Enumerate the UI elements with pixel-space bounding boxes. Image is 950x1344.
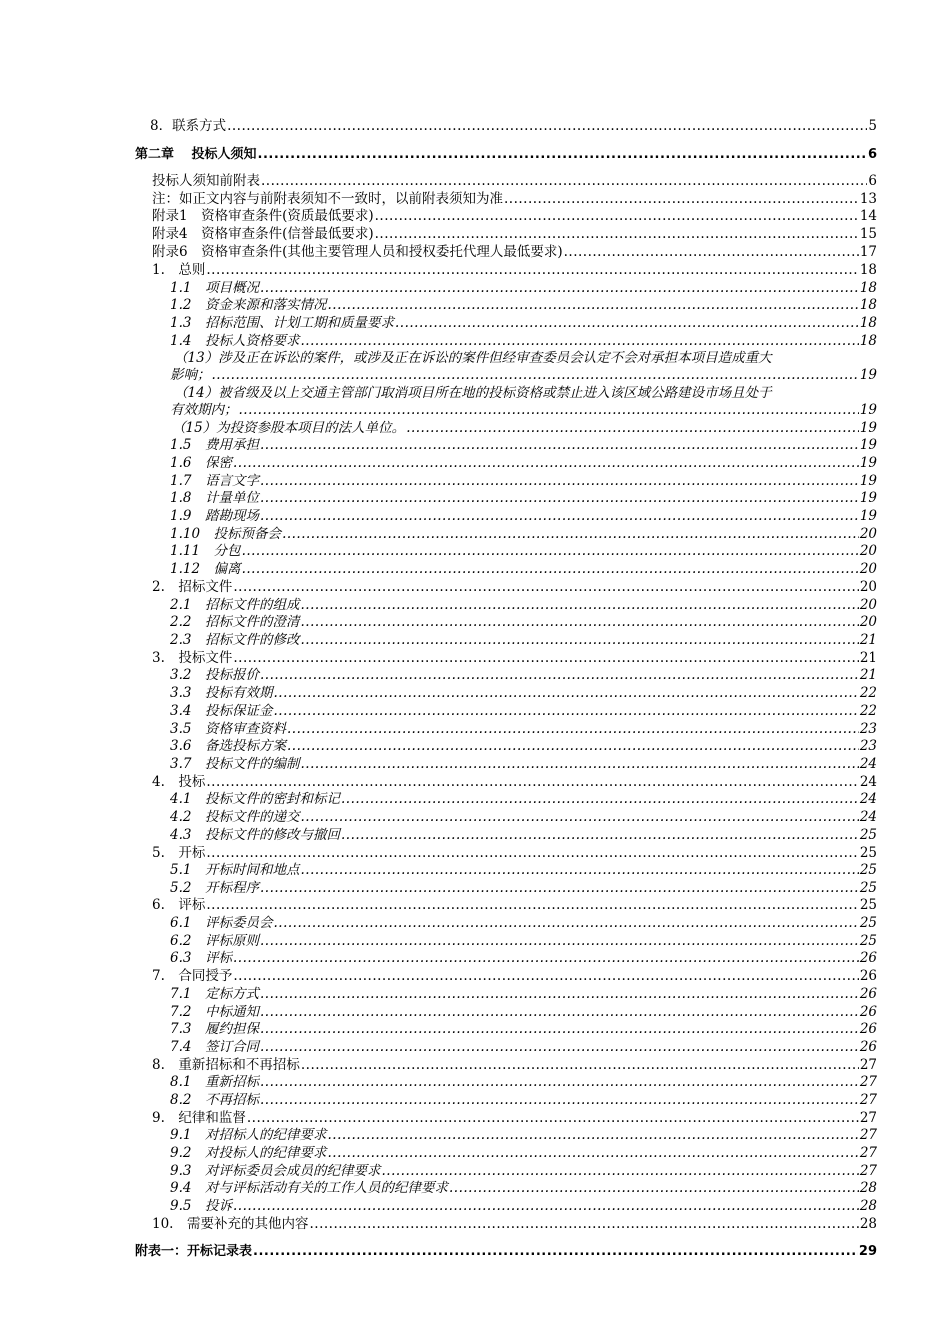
toc-entry-label: 9.1 对招标人的纪律要求	[170, 1127, 327, 1143]
toc-entry-label: 8.2 不再招标	[170, 1092, 259, 1108]
toc-leader-dots	[260, 667, 859, 684]
toc-entry-label: 4.1 投标文件的密封和标记	[170, 791, 340, 807]
toc-chapter-entry[interactable]	[135, 146, 877, 163]
toc-entry[interactable]	[170, 809, 877, 826]
toc-page-number: 23	[859, 721, 877, 737]
toc-leader-dots	[309, 1216, 858, 1233]
toc-page-number: 20	[859, 614, 877, 630]
toc-leader-dots	[300, 862, 858, 879]
toc-leader-dots	[260, 1092, 859, 1109]
toc-entry[interactable]	[172, 420, 877, 437]
toc-leader-dots	[300, 632, 858, 649]
toc-page-number: 26	[859, 950, 877, 966]
toc-entry-label: 8. 重新招标和不再招标	[152, 1057, 300, 1073]
toc-entry-label: 3.7 投标文件的编制	[170, 756, 300, 772]
toc-entry[interactable]	[170, 297, 877, 314]
toc-leader-dots	[273, 703, 858, 720]
toc-entry[interactable]	[152, 173, 877, 190]
toc-entry[interactable]	[170, 1145, 877, 1162]
toc-page-number: 24	[859, 774, 877, 790]
toc-entry-label: 1.11 分包	[170, 543, 241, 559]
toc-entry-label: 附录4 资格审查条件(信誉最低要求)	[152, 226, 374, 242]
toc-entry[interactable]	[150, 118, 877, 135]
toc-entry-label: 3.4 投标保证金	[170, 703, 273, 719]
toc-page-number: 18	[859, 297, 877, 313]
toc-leader-dots	[449, 1180, 859, 1197]
toc-entry-label: 有效期内；	[170, 402, 238, 418]
toc-entry[interactable]	[170, 667, 877, 684]
toc-leader-dots	[206, 262, 858, 279]
toc-leader-dots	[341, 791, 859, 808]
toc-entry[interactable]	[170, 1198, 877, 1215]
toc-page-number: 27	[859, 1057, 877, 1073]
toc-page-number: 28	[859, 1216, 877, 1232]
toc-entry-label: 附表一：开标记录表	[135, 1244, 253, 1259]
toc-page-number: 19	[859, 402, 877, 418]
toc-entry[interactable]	[170, 933, 877, 950]
toc-leader-dots	[233, 1198, 859, 1215]
toc-page-number: 27	[859, 1163, 877, 1179]
toc-page-number: 15	[859, 226, 877, 242]
toc-entry[interactable]	[152, 579, 877, 596]
toc-page-number: 20	[859, 597, 877, 613]
toc-entry-label: 1.7 语言文字	[170, 473, 259, 489]
toc-leader-dots	[300, 333, 858, 350]
toc-entry[interactable]	[152, 774, 877, 791]
toc-leader-dots	[233, 650, 858, 667]
toc-entry[interactable]	[170, 756, 877, 773]
toc-page-number: 28	[859, 1180, 877, 1196]
toc-entry[interactable]	[152, 650, 877, 667]
toc-entry[interactable]	[170, 367, 877, 384]
toc-entry-label: 5.1 开标时间和地点	[170, 862, 300, 878]
toc-page-number: 25	[859, 880, 877, 896]
toc-page-number: 21	[859, 667, 877, 683]
toc-entry-label: 1.3 招标范围、计划工期和质量要求	[170, 315, 394, 331]
toc-entry-label: 影响；	[170, 367, 211, 383]
toc-entry-label: 2.3 招标文件的修改	[170, 632, 300, 648]
toc-entry[interactable]	[170, 1127, 877, 1144]
toc-leader-dots	[258, 146, 867, 163]
toc-leader-dots	[260, 1004, 859, 1021]
toc-leader-dots	[273, 915, 858, 932]
toc-page-number: 24	[859, 791, 877, 807]
toc-entry[interactable]	[170, 880, 877, 897]
toc-entry[interactable]	[152, 897, 877, 914]
toc-entry[interactable]	[170, 1180, 877, 1197]
toc-leader-dots	[564, 244, 859, 261]
toc-leader-dots	[300, 809, 858, 826]
toc-entry[interactable]	[170, 526, 877, 543]
toc-leader-dots	[504, 191, 859, 208]
toc-entry[interactable]	[170, 543, 877, 560]
toc-entry-label: 4. 投标	[152, 774, 206, 790]
toc-entry-label: 1.5 费用承担	[170, 437, 259, 453]
toc-entry[interactable]	[152, 262, 877, 279]
toc-page-number: 25	[859, 827, 877, 843]
toc-page-number: 19	[859, 367, 877, 383]
toc-entry[interactable]	[170, 862, 877, 879]
toc-entry-label: 投标人须知前附表	[152, 173, 260, 189]
toc-page-number: 18	[859, 280, 877, 296]
toc-entry[interactable]	[170, 490, 877, 507]
toc-entry[interactable]	[170, 632, 877, 649]
toc-entry[interactable]	[170, 561, 877, 578]
toc-leader-dots	[327, 1127, 858, 1144]
toc-entry[interactable]	[170, 1163, 877, 1180]
toc-entry-label: 3.5 资格审查资料	[170, 721, 286, 737]
toc-leader-dots	[327, 1145, 858, 1162]
toc-entry[interactable]	[170, 703, 877, 720]
toc-page-number: 26	[859, 1021, 877, 1037]
toc-page-number: 19	[859, 420, 877, 436]
toc-leader-dots	[287, 738, 859, 755]
toc-leader-dots	[212, 367, 859, 384]
toc-page-number: 25	[859, 845, 877, 861]
toc-entry-label: 附录6 资格审查条件(其他主要管理人员和授权委托代理人最低要求)	[152, 244, 563, 260]
toc-entry[interactable]	[170, 280, 877, 297]
toc-leader-dots	[301, 1057, 859, 1074]
toc-entry[interactable]	[170, 738, 877, 755]
toc-page-number: 18	[859, 315, 877, 331]
toc-entry[interactable]	[152, 226, 877, 243]
toc-leader-dots	[253, 1243, 858, 1260]
toc-leader-dots	[260, 508, 859, 525]
toc-entry-label: 9.3 对评标委员会成员的纪律要求	[170, 1163, 381, 1179]
toc-page-number: 26	[859, 1004, 877, 1020]
toc-page-number: 21	[859, 632, 877, 648]
toc-leader-dots	[375, 208, 859, 225]
toc-page-number: 27	[859, 1110, 877, 1126]
toc-entry-label: 1. 总则	[152, 262, 206, 278]
toc-leader-dots	[247, 1110, 859, 1127]
toc-leader-dots	[242, 561, 859, 578]
toc-page-number: 6	[867, 147, 877, 162]
toc-entry[interactable]	[152, 1057, 877, 1074]
toc-leader-dots	[227, 118, 867, 135]
toc-page-number: 14	[859, 208, 877, 224]
toc-entry-label: 1.9 踏勘现场	[170, 508, 259, 524]
toc-leader-dots	[300, 614, 858, 631]
toc-page-number: 19	[859, 490, 877, 506]
toc-entry[interactable]	[152, 845, 877, 862]
toc-leader-dots	[260, 986, 859, 1003]
toc-leader-dots	[260, 1039, 859, 1056]
toc-page-number: 27	[859, 1092, 877, 1108]
toc-entry-label: 注：如正文内容与前附表须知不一致时，以前附表须知为准	[152, 191, 503, 207]
toc-entry[interactable]	[170, 455, 877, 472]
toc-entry-text: （13）涉及正在诉讼的案件，或涉及正在诉讼的案件但经审查委员会认定不会对承担本项目造成重大	[174, 350, 772, 366]
toc-page-number: 25	[859, 862, 877, 878]
toc-entry-text: （14）被省级及以上交通主管部门取消项目所在地的投标资格或禁止进入该区域公路建设市场且处于	[174, 385, 772, 401]
toc-page-number: 26	[859, 968, 877, 984]
toc-page-number: 27	[859, 1127, 877, 1143]
toc-entry-label: 1.4 投标人资格要求	[170, 333, 300, 349]
toc-page-number: 20	[859, 543, 877, 559]
toc-leader-dots	[381, 1163, 858, 1180]
toc-leader-dots	[233, 968, 858, 985]
toc-page-number: 26	[859, 1039, 877, 1055]
toc-leader-dots	[233, 950, 859, 967]
toc-page-number: 20	[859, 526, 877, 542]
toc-entry[interactable]	[170, 915, 877, 932]
toc-leader-dots	[300, 597, 858, 614]
toc-entry[interactable]	[170, 950, 877, 967]
toc-entry-label: 7. 合同授予	[152, 968, 233, 984]
toc-entry[interactable]	[170, 597, 877, 614]
toc-page-number: 22	[859, 685, 877, 701]
toc-page-number: 24	[859, 756, 877, 772]
toc-entry[interactable]	[170, 437, 877, 454]
toc-page-number: 23	[859, 738, 877, 754]
toc-entry[interactable]	[170, 1004, 877, 1021]
toc-entry-label: 8.1 重新招标	[170, 1074, 259, 1090]
toc-entry[interactable]	[152, 1216, 877, 1233]
toc-entry[interactable]	[170, 333, 877, 350]
toc-entry-label: 8．联系方式	[150, 118, 227, 134]
toc-entry[interactable]	[170, 1092, 877, 1109]
toc-leader-dots	[260, 1074, 859, 1091]
toc-entry[interactable]	[170, 508, 877, 525]
toc-entry-label: 9.2 对投标人的纪律要求	[170, 1145, 327, 1161]
toc-entry[interactable]	[170, 315, 877, 332]
toc-entry[interactable]	[170, 685, 877, 702]
toc-entry-label: 第二章 投标人须知	[135, 147, 257, 162]
toc-leader-dots	[341, 827, 859, 844]
toc-entry-label: 2.2 招标文件的澄清	[170, 614, 300, 630]
toc-leader-dots	[260, 1021, 859, 1038]
toc-chapter-entry[interactable]	[135, 1243, 877, 1260]
toc-entry[interactable]	[152, 191, 877, 208]
toc-entry[interactable]	[170, 1074, 877, 1091]
toc-page-number: 19	[859, 455, 877, 471]
toc-entry-label: 7.4 签订合同	[170, 1039, 259, 1055]
toc-page-number: 18	[859, 333, 877, 349]
toc-entry-label: 5.2 开标程序	[170, 880, 259, 896]
toc-entry-label: （15）为投资参股本项目的法人单位。	[172, 420, 406, 436]
toc-leader-dots	[260, 880, 859, 897]
toc-entry-label: 9. 纪律和监督	[152, 1110, 246, 1126]
toc-entry-label: 1.6 保密	[170, 455, 232, 471]
toc-leader-dots	[233, 455, 859, 472]
toc-page-number: 27	[859, 1074, 877, 1090]
toc-leader-dots	[375, 226, 859, 243]
toc-entry[interactable]	[152, 208, 877, 225]
toc-entry-label: 7.1 定标方式	[170, 986, 259, 1002]
toc-leader-dots	[239, 402, 859, 419]
toc-entry[interactable]	[170, 791, 877, 808]
toc-entry-label: 3.3 投标有效期	[170, 685, 273, 701]
toc-page-number: 27	[859, 1145, 877, 1161]
toc-leader-dots	[300, 756, 858, 773]
toc-leader-dots	[327, 297, 858, 314]
toc-page-number: 19	[859, 473, 877, 489]
toc-entry[interactable]	[152, 968, 877, 985]
toc-page-number: 24	[859, 809, 877, 825]
toc-entry-label: 7.2 中标通知	[170, 1004, 259, 1020]
toc-entry[interactable]	[170, 721, 877, 738]
toc-page-number: 22	[859, 703, 877, 719]
toc-page-number: 25	[859, 897, 877, 913]
toc-entry[interactable]	[170, 827, 877, 844]
toc-leader-dots	[260, 473, 859, 490]
toc-page-number: 13	[859, 191, 877, 207]
toc-page-number: 19	[859, 437, 877, 453]
toc-entry[interactable]	[170, 614, 877, 631]
toc-page-number: 19	[859, 508, 877, 524]
toc-entry-label: 5. 开标	[152, 845, 206, 861]
toc-entry[interactable]	[170, 402, 877, 419]
toc-leader-dots	[282, 526, 859, 543]
toc-page-number: 20	[859, 579, 877, 595]
toc-entry-label: 6.2 评标原则	[170, 933, 259, 949]
toc-entry[interactable]	[152, 244, 877, 261]
toc-entry[interactable]	[170, 473, 877, 490]
toc-page-number: 25	[859, 915, 877, 931]
toc-page-number: 18	[859, 262, 877, 278]
toc-page-number: 17	[859, 244, 877, 260]
toc-entry[interactable]	[152, 1110, 877, 1127]
toc-entry[interactable]	[170, 986, 877, 1003]
toc-page-number: 28	[859, 1198, 877, 1214]
toc-entry-label: 1.1 项目概况	[170, 280, 259, 296]
toc-entry-label: 4.3 投标文件的修改与撤回	[170, 827, 340, 843]
toc-leader-dots	[206, 774, 858, 791]
toc-page-number: 21	[859, 650, 877, 666]
toc-entry-label: 9.4 对与评标活动有关的工作人员的纪律要求	[170, 1180, 448, 1196]
toc-page-number: 29	[858, 1244, 877, 1259]
toc-leader-dots	[406, 420, 859, 437]
toc-entry-label: 1.8 计量单位	[170, 490, 259, 506]
toc-leader-dots	[287, 721, 859, 738]
toc-entry-label: 2. 招标文件	[152, 579, 233, 595]
toc-entry-label: 4.2 投标文件的递交	[170, 809, 300, 825]
toc-leader-dots	[260, 490, 859, 507]
toc-leader-dots	[242, 543, 859, 560]
toc-leader-dots	[260, 933, 859, 950]
toc-entry-label: 3. 投标文件	[152, 650, 233, 666]
toc-entry-label: 3.6 备选投标方案	[170, 738, 286, 754]
toc-leader-dots	[260, 280, 859, 297]
toc-page-number: 6	[868, 173, 877, 189]
toc-page-number: 26	[859, 986, 877, 1002]
toc-page-number: 5	[868, 118, 877, 134]
toc-page-number: 25	[859, 933, 877, 949]
toc-entry-label: 2.1 招标文件的组成	[170, 597, 300, 613]
toc-entry-label: 9.5 投诉	[170, 1198, 232, 1214]
toc-leader-dots	[260, 437, 859, 454]
toc-leader-dots	[261, 173, 867, 190]
toc-entry-label: 1.2 资金来源和落实情况	[170, 297, 327, 313]
toc-entry-label: 10. 需要补充的其他内容	[152, 1216, 309, 1232]
toc-leader-dots	[395, 315, 859, 332]
toc-entry-label: 6.3 评标	[170, 950, 232, 966]
toc-entry-label: 6.1 评标委员会	[170, 915, 273, 931]
toc-leader-dots	[233, 579, 858, 596]
toc-entry[interactable]	[170, 1039, 877, 1056]
toc-leader-dots	[206, 897, 858, 914]
toc-leader-dots	[206, 845, 858, 862]
toc-entry-label: 1.12 偏离	[170, 561, 241, 577]
toc-entry-label: 7.3 履约担保	[170, 1021, 259, 1037]
toc-leader-dots	[273, 685, 858, 702]
toc-entry[interactable]	[170, 1021, 877, 1038]
toc-page-number: 20	[859, 561, 877, 577]
toc-entry-label: 1.10 投标预备会	[170, 526, 282, 542]
toc-entry-label: 附录1 资格审查条件(资质最低要求)	[152, 208, 374, 224]
toc-entry-label: 3.2 投标报价	[170, 667, 259, 683]
toc-entry-label: 6. 评标	[152, 897, 206, 913]
